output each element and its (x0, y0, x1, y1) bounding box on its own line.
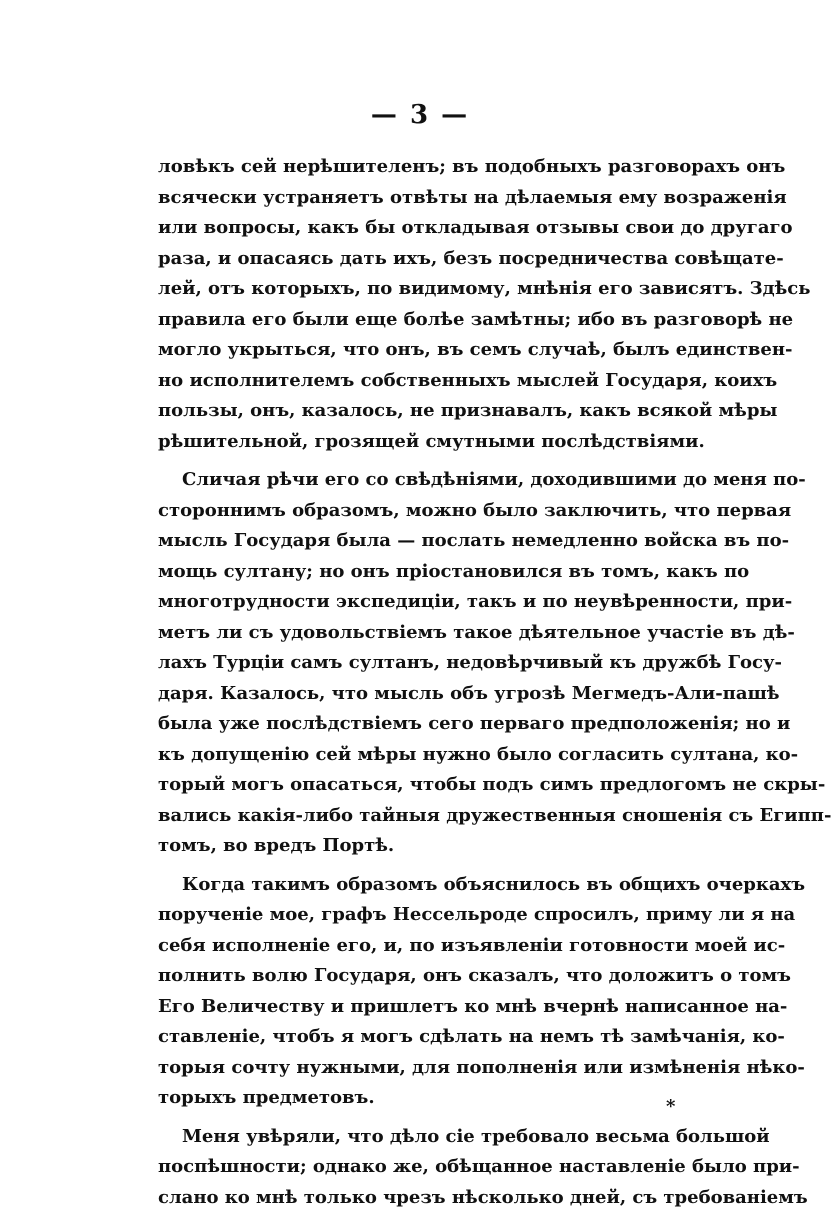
text-line: слано ко мнѣ только чрезъ нѣсколько дней, съ требованіемъ (158, 1183, 724, 1213)
paragraph-4 (158, 1122, 724, 1213)
paragraph-3 (158, 870, 724, 1114)
text-line: рѣшительной, грозящей смутными послѣдствіями. (158, 427, 724, 458)
text-line: поспѣшности; однако же, обѣщанное наставленіе было при- (158, 1152, 724, 1183)
text-line: Сличая рѣчи его со свѣдѣніями, доходившими до меня по- (158, 465, 724, 496)
text-line: томъ, во вредъ Портѣ. (158, 831, 724, 862)
text-line: Когда такимъ образомъ объяснилось въ общихъ очеркахъ (158, 870, 724, 901)
text-line: всячески устраняетъ отвѣты на дѣлаемыя ему возраженія (158, 183, 724, 214)
text-line: ловѣкъ сей нерѣшителенъ; въ подобныхъ разговорахъ онъ (158, 152, 724, 183)
text-line: порученіе мое, графъ Нессельроде спросилъ, приму ли я на (158, 900, 724, 931)
body-text (158, 152, 724, 1213)
text-line: многотрудности экспедиціи, такъ и по неувѣренности, при- (158, 587, 724, 618)
text-line: или вопросы, какъ бы откладывая отзывы свои до другаго (158, 213, 724, 244)
text-line: метъ ли съ удовольствіемъ такое дѣятельное участіе въ дѣ- (158, 618, 724, 649)
page-number: — 3 — (0, 100, 840, 130)
text-line: вались какія-либо тайныя дружественныя сношенія съ Египп- (158, 801, 724, 832)
text-line: торыя сочту нужными, для пополненія или измѣненія нѣко- (158, 1053, 724, 1084)
paragraph-2 (158, 465, 724, 862)
signature-mark: * (666, 1096, 675, 1117)
text-line: мощь султану; но онъ пріостановился въ томъ, какъ по (158, 557, 724, 588)
text-line: ставленіе, чтобъ я могъ сдѣлать на немъ тѣ замѣчанія, ко- (158, 1022, 724, 1053)
text-line: раза, и опасаясь дать ихъ, безъ посредничества совѣщате- (158, 244, 724, 275)
text-line: торый могъ опасаться, чтобы подъ симъ предлогомъ не скры- (158, 770, 724, 801)
text-line: даря. Казалось, что мысль объ угрозѣ Мегмедъ-Али-пашѣ (158, 679, 724, 710)
paragraph-1 (158, 152, 724, 457)
text-line: торыхъ предметовъ. (158, 1083, 724, 1114)
text-line: Его Величеству и пришлетъ ко мнѣ вчернѣ написанное на- (158, 992, 724, 1023)
text-line: Меня увѣряли, что дѣло сіе требовало весьма большой (158, 1122, 724, 1153)
text-line: но исполнителемъ собственныхъ мыслей Государя, коихъ (158, 366, 724, 397)
text-line: лахъ Турціи самъ султанъ, недовѣрчивый къ дружбѣ Госу- (158, 648, 724, 679)
text-line: мысль Государя была — послать немедленно войска въ по- (158, 526, 724, 557)
text-line: лей, отъ которыхъ, по видимому, мнѣнія его зависятъ. Здѣсь (158, 274, 724, 305)
text-line: къ допущенію сей мѣры нужно было согласить султана, ко- (158, 740, 724, 771)
text-line: пользы, онъ, казалось, не признавалъ, какъ всякой мѣры (158, 396, 724, 427)
text-line: правила его были еще болѣе замѣтны; ибо въ разговорѣ не (158, 305, 724, 336)
text-line: полнить волю Государя, онъ сказалъ, что доложитъ о томъ (158, 961, 724, 992)
text-line: стороннимъ образомъ, можно было заключить, что первая (158, 496, 724, 527)
text-line: себя исполненіе его, и, по изъявленіи готовности моей ис- (158, 931, 724, 962)
text-line: была уже послѣдствіемъ сего перваго предположенія; но и (158, 709, 724, 740)
text-line: могло укрыться, что онъ, въ семъ случаѣ, былъ единствен- (158, 335, 724, 366)
